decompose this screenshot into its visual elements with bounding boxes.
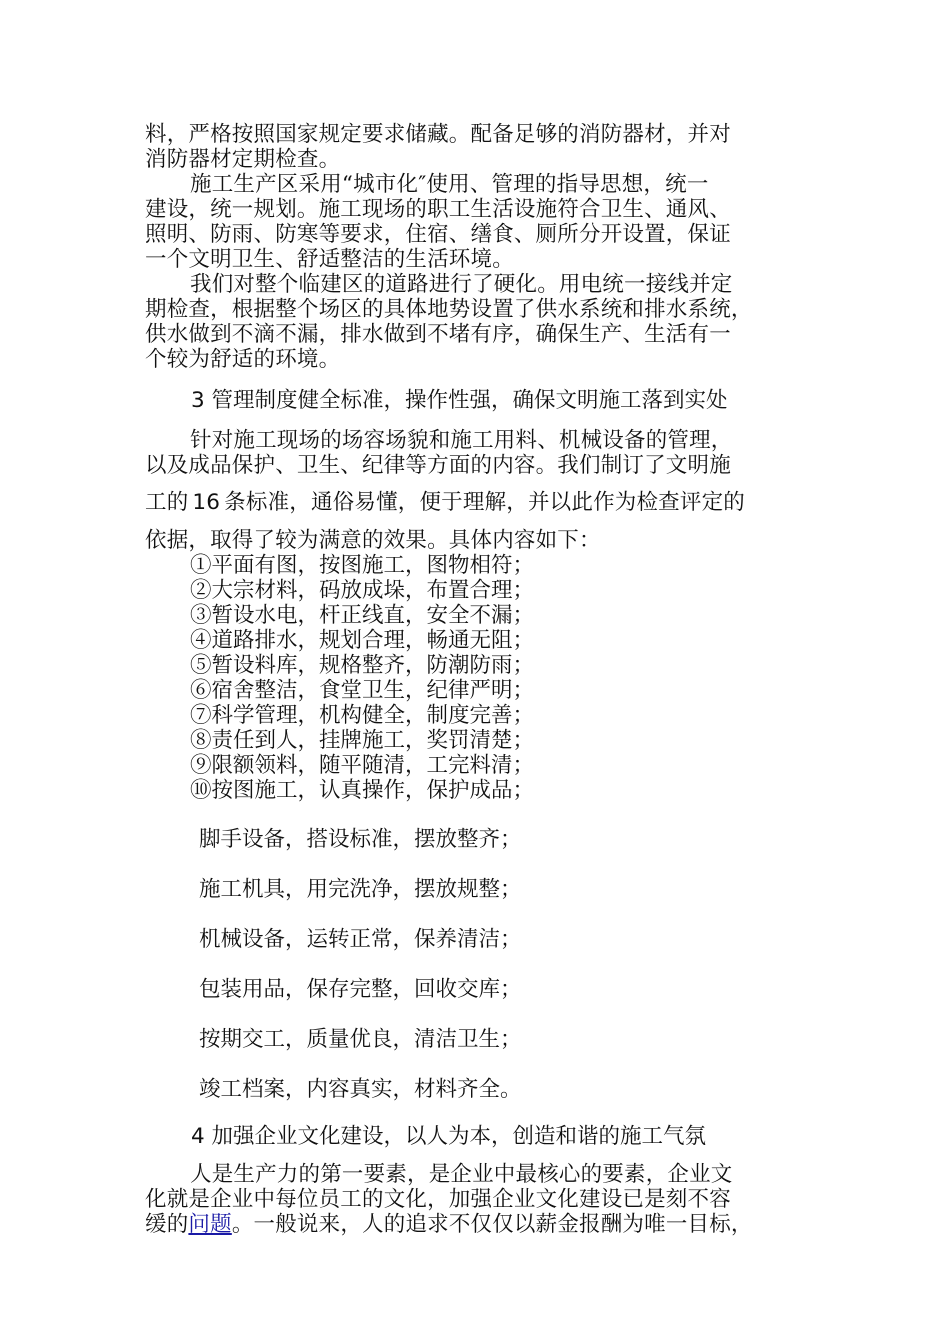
list-item: 脚手设备，搭设标准，摆放整齐； [199,827,522,852]
list-item: ⑧责任到人，挂牌施工，奖罚清楚； [190,728,535,753]
paragraph-line: 期检查，根据整个场区的具体地势设置了供水系统和排水系统， [145,297,753,322]
paragraph-line [145,490,825,516]
list-item: ⑥宿舍整洁，食堂卫生，纪律严明； [190,678,535,703]
list-item: 竣工档案，内容真实，材料齐全。 [199,1077,522,1102]
heading-number: 4 [191,1124,205,1149]
count-number: 16 [192,490,221,515]
list-item: ②大宗材料，码放成垛，布置合理； [190,578,535,603]
list-item: ⑤暂设料库，规格整齐，防潮防雨； [190,653,535,678]
text-span: 。一般说来，人的追求不仅仅以薪金报酬为唯一目标， [231,1212,753,1237]
heading-number: 3 [191,388,205,413]
list-item: ⑩按图施工，认真操作，保护成品； [190,778,535,803]
heading-text: 管理制度健全标准，操作性强，确保文明施工落到实处 [204,388,728,413]
paragraph-line: 一个文明卫生、舒适整洁的生活环境。 [145,247,514,272]
list-item: 机械设备，运转正常，保养清洁； [199,927,522,952]
paragraph-line: 人是生产力的第一要素，是企业中最核心的要素，企业文 [190,1162,733,1187]
list-item: ⑨限额领料，随平随清，工完料清； [190,753,535,778]
paragraph-line: 针对施工现场的场容场貌和施工用料、机械设备的管理， [190,428,733,453]
paragraph-line: 施工生产区采用“城市化″使用、管理的指导思想，统一 [190,172,709,197]
paragraph-line: 供水做到不滴不漏，排水做到不堵有序，确保生产、生活有一 [145,322,731,347]
problem-link[interactable]: 问题 [188,1212,232,1237]
paragraph-line: 建设，统一规划。施工现场的职工生活设施符合卫生、通风、 [145,197,731,222]
paragraph-line [145,1212,825,1237]
text-span: 缓的 [145,1212,189,1237]
list-item: ⑦科学管理，机构健全，制度完善； [190,703,535,728]
section-heading-4 [145,1124,825,1150]
list-item: ①平面有图，按图施工，图物相符； [190,553,535,578]
paragraph-line: 化就是企业中每位员工的文化，加强企业文化建设已是刻不容 [145,1187,731,1212]
section-heading-3 [145,388,825,414]
list-item: ④道路排水，规划合理，畅通无阻； [190,628,535,653]
paragraph-line: 消防器材定期检查。 [145,147,341,172]
paragraph-line: 料，严格按照国家规定要求储藏。配备足够的消防器材，并对 [145,122,731,147]
list-item: 施工机具，用完洗净，摆放规整； [199,877,522,902]
paragraph-line: 以及成品保护、卫生、纪律等方面的内容。我们制订了文明施 [145,453,731,478]
paragraph-line: 个较为舒适的环境。 [145,347,341,372]
paragraph-line: 照明、防雨、防寒等要求，住宿、缮食、厕所分开设置，保证 [145,222,731,247]
paragraph-line: 我们对整个临建区的道路进行了硬化。用电统一接线并定 [190,272,733,297]
heading-text: 加强企业文化建设，以人为本，创造和谐的施工气氛 [204,1124,707,1149]
list-item: ③暂设水电，杆正线直，安全不漏； [190,603,535,628]
extra-standards-list [145,827,825,1102]
list-item: 包装用品，保存完整，回收交库； [199,977,522,1002]
text-span: 条标准，通俗易懂，便于理解，并以此作为检查评定的 [224,490,745,515]
paragraph-line: 依据，取得了较为满意的效果。具体内容如下： [145,528,601,553]
standards-list [145,553,825,803]
document-page [145,122,825,1237]
text-span: 工的 [145,490,189,515]
list-item: 按期交工，质量优良，清洁卫生； [199,1027,522,1052]
